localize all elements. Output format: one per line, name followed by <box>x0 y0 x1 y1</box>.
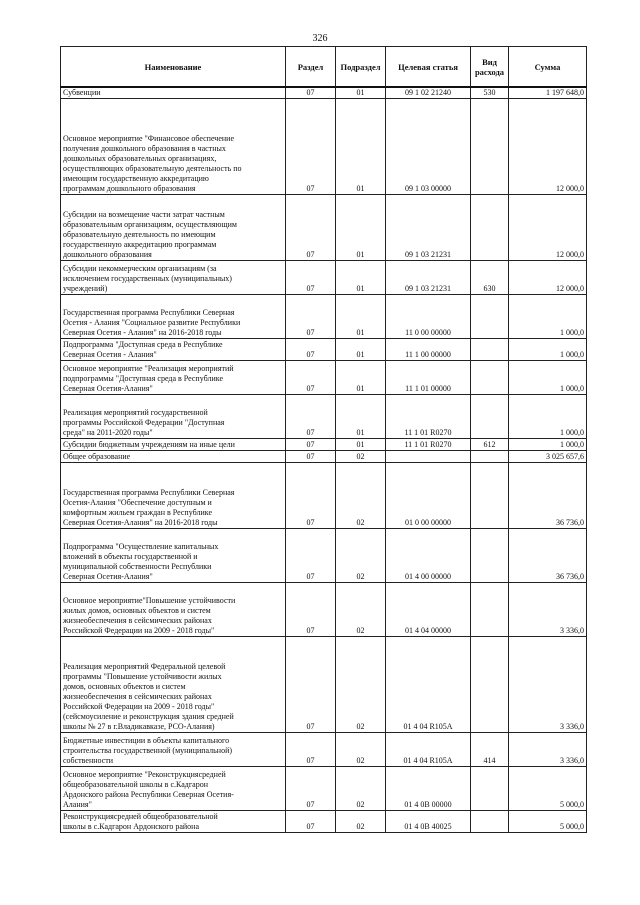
row-subsection: 01 <box>336 261 386 295</box>
row-expense-type: 612 <box>471 439 509 451</box>
row-subsection: 02 <box>336 463 386 529</box>
table-row <box>61 99 587 195</box>
row-name: Реализация мероприятий государственной программы Российской Федерации "Доступная среда" на 2011-2020 годы" <box>61 395 286 439</box>
row-amount: 3 336,0 <box>509 637 587 733</box>
row-name: Субсидии на возмещение части затрат частным образовательным организациям, осуществляющим образовательную деятельность по имеющим государственную аккредитацию программам дошкольного образования <box>61 195 286 261</box>
row-amount: 3 025 657,6 <box>509 451 587 463</box>
row-section: 07 <box>286 451 336 463</box>
table-row <box>61 439 587 451</box>
row-subsection: 01 <box>336 99 386 195</box>
row-name: Основное мероприятие "Финансовое обеспечение получения дошкольного образования в частных дошкольных образовательных организациях, осуществляющих образовательную деятельность по имеющим государственную аккредитацию программам дошкольного образования <box>61 99 286 195</box>
row-subsection: 02 <box>336 451 386 463</box>
table-row <box>61 637 587 733</box>
row-section: 07 <box>286 99 336 195</box>
header-expense-type: Вид расхода <box>471 47 509 88</box>
row-expense-type <box>471 339 509 361</box>
row-target: 09 1 03 21231 <box>386 195 471 261</box>
row-section: 07 <box>286 767 336 811</box>
row-target: 01 4 04 R105A <box>386 637 471 733</box>
header-subsection: Подраздел <box>336 47 386 88</box>
row-target: 11 1 00 00000 <box>386 339 471 361</box>
row-name: Подпрограмма "Осуществление капитальных вложений в объекты государственной и муниципальной собственности Республики Северная Осетия-Алания" <box>61 529 286 583</box>
table-row <box>61 87 587 99</box>
row-target: 01 4 0В 40025 <box>386 811 471 833</box>
row-section: 07 <box>286 439 336 451</box>
table-body <box>61 87 587 833</box>
row-target: 01 4 0В 00000 <box>386 767 471 811</box>
row-target: 01 4 00 00000 <box>386 529 471 583</box>
row-name: Бюджетные инвестиции в объекты капитального строительства государственной (муниципальной) собственности <box>61 733 286 767</box>
row-section: 07 <box>286 733 336 767</box>
row-subsection: 01 <box>336 439 386 451</box>
row-expense-type <box>471 295 509 339</box>
row-subsection: 02 <box>336 583 386 637</box>
row-amount: 5 000,0 <box>509 767 587 811</box>
budget-table <box>60 46 587 833</box>
row-section: 07 <box>286 463 336 529</box>
row-amount: 1 000,0 <box>509 339 587 361</box>
row-expense-type <box>471 637 509 733</box>
table-row <box>61 361 587 395</box>
row-expense-type <box>471 195 509 261</box>
row-name: Основное мероприятие "Реконструкциясредней общеобразовательной школы в с.Кадгарон Ардонского района Республики Северная Осетия- Алания" <box>61 767 286 811</box>
row-section: 07 <box>286 295 336 339</box>
header-amount: Сумма <box>509 47 587 88</box>
table-row <box>61 733 587 767</box>
row-amount: 1 000,0 <box>509 295 587 339</box>
table-row <box>61 295 587 339</box>
row-expense-type <box>471 361 509 395</box>
row-section: 07 <box>286 637 336 733</box>
row-target: 01 4 04 00000 <box>386 583 471 637</box>
row-expense-type <box>471 395 509 439</box>
row-amount: 12 000,0 <box>509 195 587 261</box>
row-target: 01 4 04 R105A <box>386 733 471 767</box>
row-section: 07 <box>286 195 336 261</box>
row-amount: 36 736,0 <box>509 463 587 529</box>
table-row <box>61 811 587 833</box>
row-name: Основное мероприятие"Повышение устойчивости жилых домов, основных объектов и систем жизнеобеспечения в сейсмических районах Российской Федерации на 2009 - 2018 годы" <box>61 583 286 637</box>
row-target: 01 0 00 00000 <box>386 463 471 529</box>
row-subsection: 01 <box>336 195 386 261</box>
row-target: 11 0 00 00000 <box>386 295 471 339</box>
row-name: Общее образование <box>61 451 286 463</box>
row-expense-type <box>471 463 509 529</box>
row-section: 07 <box>286 339 336 361</box>
table-row <box>61 529 587 583</box>
row-target <box>386 451 471 463</box>
row-target: 11 1 01 R0270 <box>386 395 471 439</box>
table-row <box>61 451 587 463</box>
row-expense-type: 414 <box>471 733 509 767</box>
row-expense-type <box>471 583 509 637</box>
row-amount: 12 000,0 <box>509 99 587 195</box>
row-section: 07 <box>286 811 336 833</box>
row-amount: 12 000,0 <box>509 261 587 295</box>
table-row <box>61 339 587 361</box>
row-amount: 1 000,0 <box>509 439 587 451</box>
row-section: 07 <box>286 261 336 295</box>
table-row <box>61 195 587 261</box>
row-subsection: 01 <box>336 87 386 99</box>
row-name: Государственная программа Республики Северная Осетия - Алания "Социальное развитие Республики Северная Осетия - Алания" на 2016-2018 годы <box>61 295 286 339</box>
row-expense-type <box>471 529 509 583</box>
row-expense-type <box>471 451 509 463</box>
row-section: 07 <box>286 529 336 583</box>
row-amount: 1 000,0 <box>509 361 587 395</box>
row-subsection: 02 <box>336 733 386 767</box>
row-amount: 3 336,0 <box>509 583 587 637</box>
page-number: 326 <box>312 33 328 44</box>
row-expense-type <box>471 767 509 811</box>
table-row <box>61 767 587 811</box>
row-amount: 1 000,0 <box>509 395 587 439</box>
row-expense-type: 630 <box>471 261 509 295</box>
row-amount: 5 000,0 <box>509 811 587 833</box>
header-section: Раздел <box>286 47 336 88</box>
row-amount: 1 197 648,0 <box>509 87 587 99</box>
row-subsection: 01 <box>336 295 386 339</box>
row-subsection: 02 <box>336 767 386 811</box>
row-target: 09 1 03 00000 <box>386 99 471 195</box>
header-target: Целевая статья <box>386 47 471 88</box>
row-subsection: 02 <box>336 637 386 733</box>
table-row <box>61 395 587 439</box>
row-section: 07 <box>286 395 336 439</box>
table-header-row <box>61 47 587 88</box>
row-target: 09 1 02 21240 <box>386 87 471 99</box>
row-section: 07 <box>286 583 336 637</box>
row-expense-type: 530 <box>471 87 509 99</box>
row-expense-type <box>471 811 509 833</box>
table-row <box>61 261 587 295</box>
row-name: Подпрограмма "Доступная среда в Республике Северная Осетия - Алания" <box>61 339 286 361</box>
row-name: Субсидии некоммерческим организациям (за исключением государственных (муниципальных) учреждений) <box>61 261 286 295</box>
row-subsection: 01 <box>336 339 386 361</box>
header-name: Наименование <box>61 47 286 88</box>
row-target: 09 1 03 21231 <box>386 261 471 295</box>
row-target: 11 1 01 00000 <box>386 361 471 395</box>
row-subsection: 02 <box>336 811 386 833</box>
row-name: Субвенции <box>61 87 286 99</box>
row-name: Субсидии бюджетным учреждениям на иные цели <box>61 439 286 451</box>
row-subsection: 02 <box>336 529 386 583</box>
row-name: Реконструкциясредней общеобразовательной школы в с.Кадгарон Ардонского района <box>61 811 286 833</box>
row-subsection: 01 <box>336 395 386 439</box>
row-name: Реализация мероприятий Федеральной целевой программы "Повышение устойчивости жилых домов, основных объектов и систем жизнеобеспечения в сейсмических районах Российской Федерации на 2009 - 2018 годы" (сейсмоусиление и реконструкция здания средней школы № 27 в г.Владикавказе, РСО-Алания) <box>61 637 286 733</box>
row-expense-type <box>471 99 509 195</box>
row-name: Основное мероприятие "Реализация мероприятий подпрограммы "Доступная среда в Республике Северная Осетия-Алания" <box>61 361 286 395</box>
row-target: 11 1 01 R0270 <box>386 439 471 451</box>
row-subsection: 01 <box>336 361 386 395</box>
table-row <box>61 583 587 637</box>
row-section: 07 <box>286 87 336 99</box>
row-amount: 3 336,0 <box>509 733 587 767</box>
row-amount: 36 736,0 <box>509 529 587 583</box>
row-section: 07 <box>286 361 336 395</box>
table-row <box>61 463 587 529</box>
row-name: Государственная программа Республики Северная Осетия-Алания "Обеспечение доступным и комфортным жильем граждан в Республике Северная Осетия-Алания" на 2016-2018 годы <box>61 463 286 529</box>
